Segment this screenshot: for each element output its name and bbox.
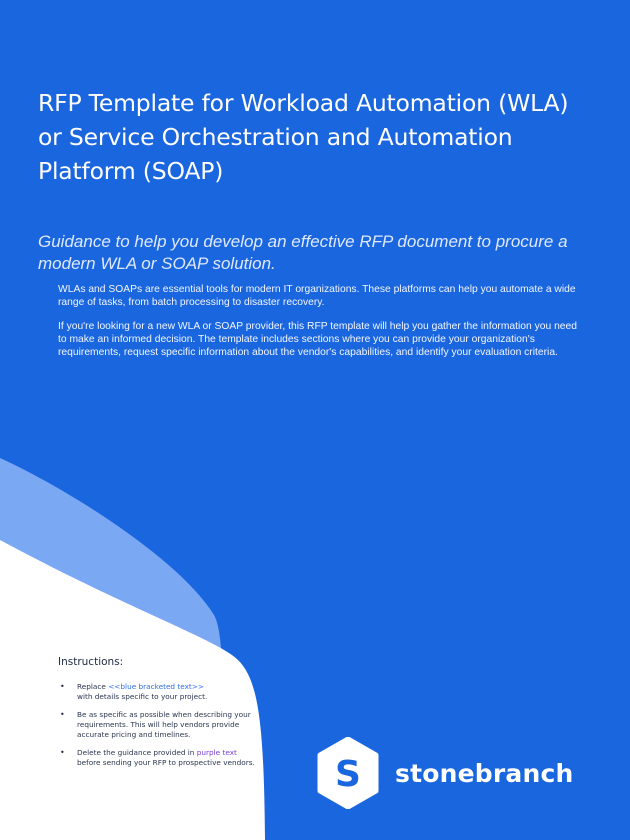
stonebranch-logo-icon xyxy=(316,737,380,809)
purple-text: purple text xyxy=(196,748,237,757)
logo-mark-letter: S xyxy=(335,754,361,795)
blue-bracketed-text: <<blue bracketed text>> xyxy=(108,682,205,691)
instruction-item xyxy=(58,710,258,740)
instruction-text: before sending your RFP to prospective vendors. xyxy=(77,758,255,767)
instruction-text: with details specific to your project. xyxy=(77,692,208,701)
details-paragraph: If you're looking for a new WLA or SOAP provider, this RFP template will help you gather the information you need to make an informed decision. The template includes sections where you can provide your organization's requirements, request specific information about the vendor's capabilities, and identify your evaluation criteria. xyxy=(58,321,577,359)
document-subtitle: Guidance to help you develop an effective RFP document to procure a modern WLA or SOAP solution. xyxy=(38,232,568,273)
instruction-text: Replace xyxy=(77,682,109,691)
instruction-item xyxy=(58,682,258,702)
instruction-text: Delete the guidance provided in xyxy=(77,748,197,757)
instruction-text: Be as specific as possible when describing your requirements. This will help vendors provide accurate pricing and timelines. xyxy=(77,710,251,739)
instructions-heading: Instructions: xyxy=(58,656,124,668)
logo-wordmark: stonebranch xyxy=(395,758,574,788)
stonebranch-logo xyxy=(316,737,573,809)
intro-paragraph: WLAs and SOAPs are essential tools for modern IT organizations. These platforms can help you automate a wide range of tasks, from batch processing to disaster recovery. xyxy=(58,284,576,309)
instructions-list xyxy=(58,682,258,768)
document-title: RFP Template for Workload Automation (WLA) or Service Orchestration and Automation Platform (SOAP) xyxy=(38,89,569,185)
instruction-item xyxy=(58,748,258,768)
instructions-box xyxy=(58,656,258,776)
